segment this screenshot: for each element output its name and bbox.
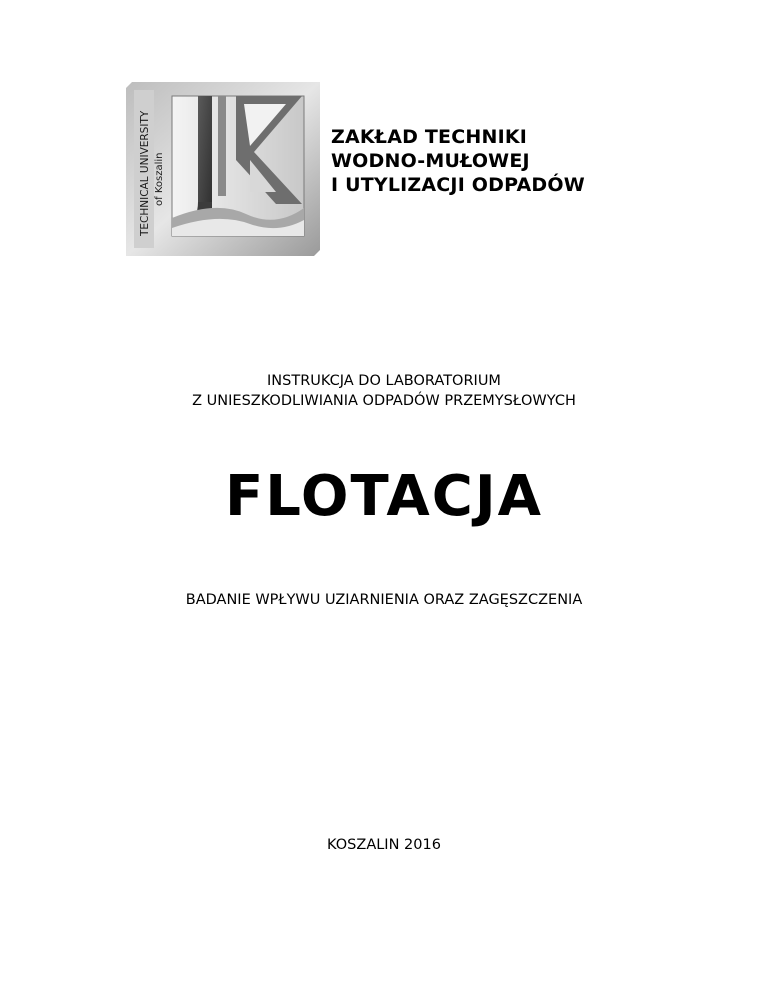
document-subtitle: BADANIE WPŁYWU UZIARNIENIA ORAZ ZAGĘSZCZENIA (185, 592, 583, 608)
instruction-heading (0, 371, 768, 411)
department-name (331, 125, 585, 197)
university-logo (126, 82, 320, 256)
logo-text-city: of Koszalin (154, 152, 165, 206)
place-and-year: KOSZALIN 2016 (327, 837, 441, 853)
instruction-line-1: INSTRUKCJA DO LABORATORIUM (267, 373, 501, 389)
logo-text-university: TECHNICAL UNIVERSITY (139, 110, 151, 236)
department-line-2: WODNO-MUŁOWEJ (331, 150, 530, 172)
document-title: FLOTACJA (224, 464, 543, 529)
department-line-3: I UTYLIZACJI ODPADÓW (331, 174, 585, 196)
instruction-line-2: Z UNIESZKODLIWIANIA ODPADÓW PRZEMYSŁOWYCH (192, 393, 576, 409)
department-line-1: ZAKŁAD TECHNIKI (331, 126, 528, 148)
